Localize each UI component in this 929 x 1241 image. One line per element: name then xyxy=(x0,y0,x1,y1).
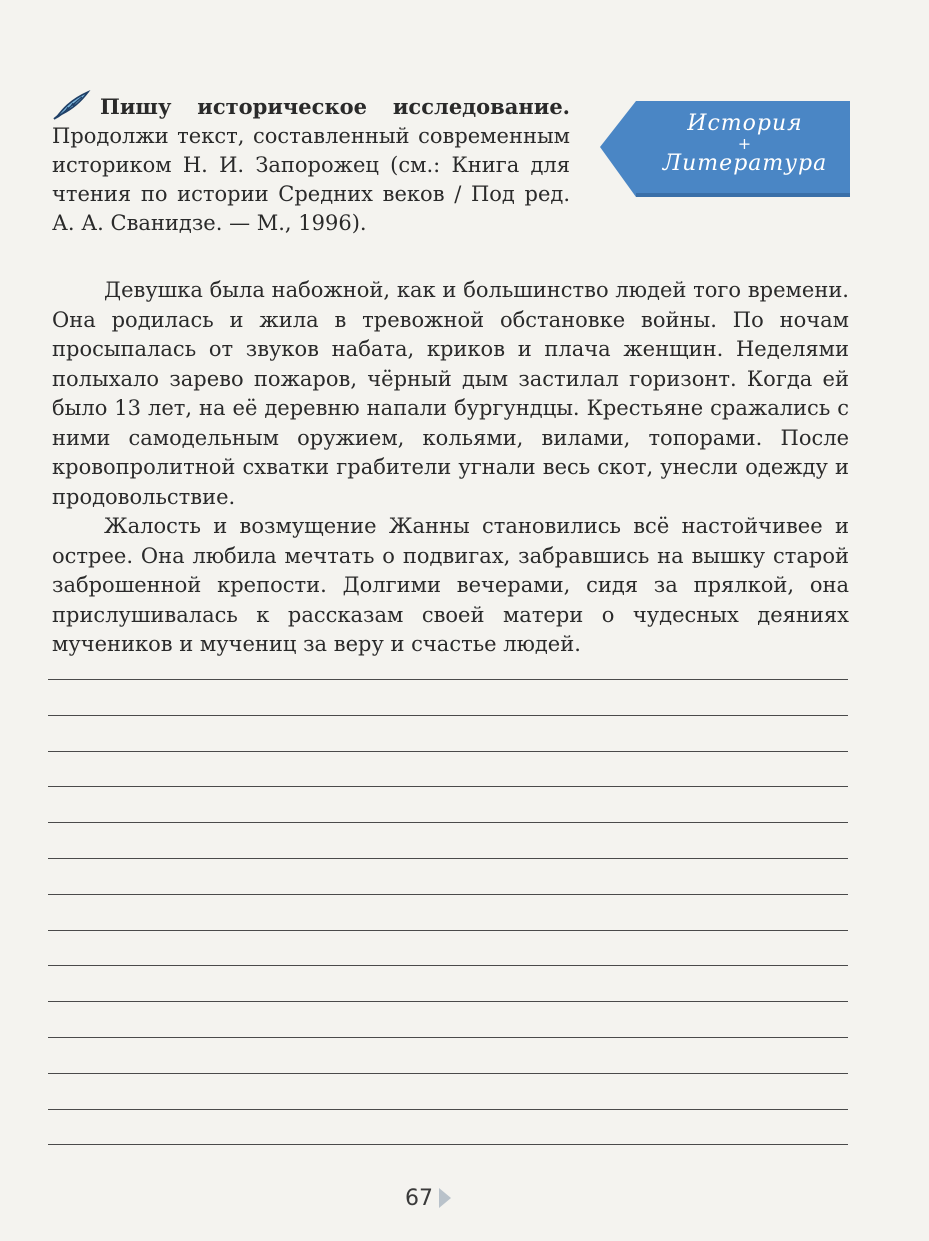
writing-line[interactable] xyxy=(48,858,848,894)
task-block xyxy=(52,90,570,238)
writing-line[interactable] xyxy=(48,751,848,787)
writing-line[interactable] xyxy=(48,715,848,751)
subject-tag-history: История xyxy=(687,111,803,136)
writing-line[interactable] xyxy=(48,1073,848,1109)
answer-writing-area[interactable] xyxy=(48,679,848,1180)
writing-line[interactable] xyxy=(48,930,848,966)
page-footer xyxy=(405,1182,451,1214)
page-number: 67 xyxy=(405,1185,433,1211)
subject-tag-plus: + xyxy=(737,134,753,153)
task-intro: Продолжи текст, составленный современным историком Н. И. Запорожец (см.: Книга для чтения по истории Средних веков / Под ред. А. А. Сванидзе. — М., 1996). xyxy=(52,124,570,235)
source-text xyxy=(52,276,849,660)
subject-tag-literature: Литература xyxy=(662,151,828,176)
task-title: Пишу историческое исследование. xyxy=(100,94,570,119)
subject-tag xyxy=(600,101,850,197)
writing-line[interactable] xyxy=(48,679,848,715)
writing-line[interactable] xyxy=(48,1037,848,1073)
writing-line[interactable] xyxy=(48,822,848,858)
writing-line[interactable] xyxy=(48,894,848,930)
paragraph-1: Девушка была набожной, как и большинство людей того времени. Она родилась и жила в тревожной обстановке войны. По ночам просыпалась от звуков набата, криков и плача женщин. Неделями полыхало зарево пожаров, чёрный дым застилал горизонт. Когда ей было 13 лет, на её деревню напали бургундцы. Крестьяне сражались с ними самодельным оружием, кольями, вилами, топорами. После кровопролитной схватки грабители угнали весь скот, унесли одежду и продовольствие. xyxy=(52,278,849,509)
writing-line[interactable] xyxy=(48,1001,848,1037)
quill-pen-icon xyxy=(52,90,92,120)
writing-line[interactable] xyxy=(48,1109,848,1145)
writing-line[interactable] xyxy=(48,965,848,1001)
triangle-right-icon xyxy=(439,1188,451,1208)
paragraph-2: Жалость и возмущение Жанны становились всё настойчивее и острее. Она любила мечтать о подвигах, забравшись на вышку старой заброшенной крепости. Долгими вечерами, сидя за прялкой, она прислушивалась к рассказам своей матери о чудесных деяниях мучеников и мучениц за веру и счастье людей. xyxy=(52,514,849,656)
writing-line[interactable] xyxy=(48,1144,848,1180)
writing-line[interactable] xyxy=(48,786,848,822)
